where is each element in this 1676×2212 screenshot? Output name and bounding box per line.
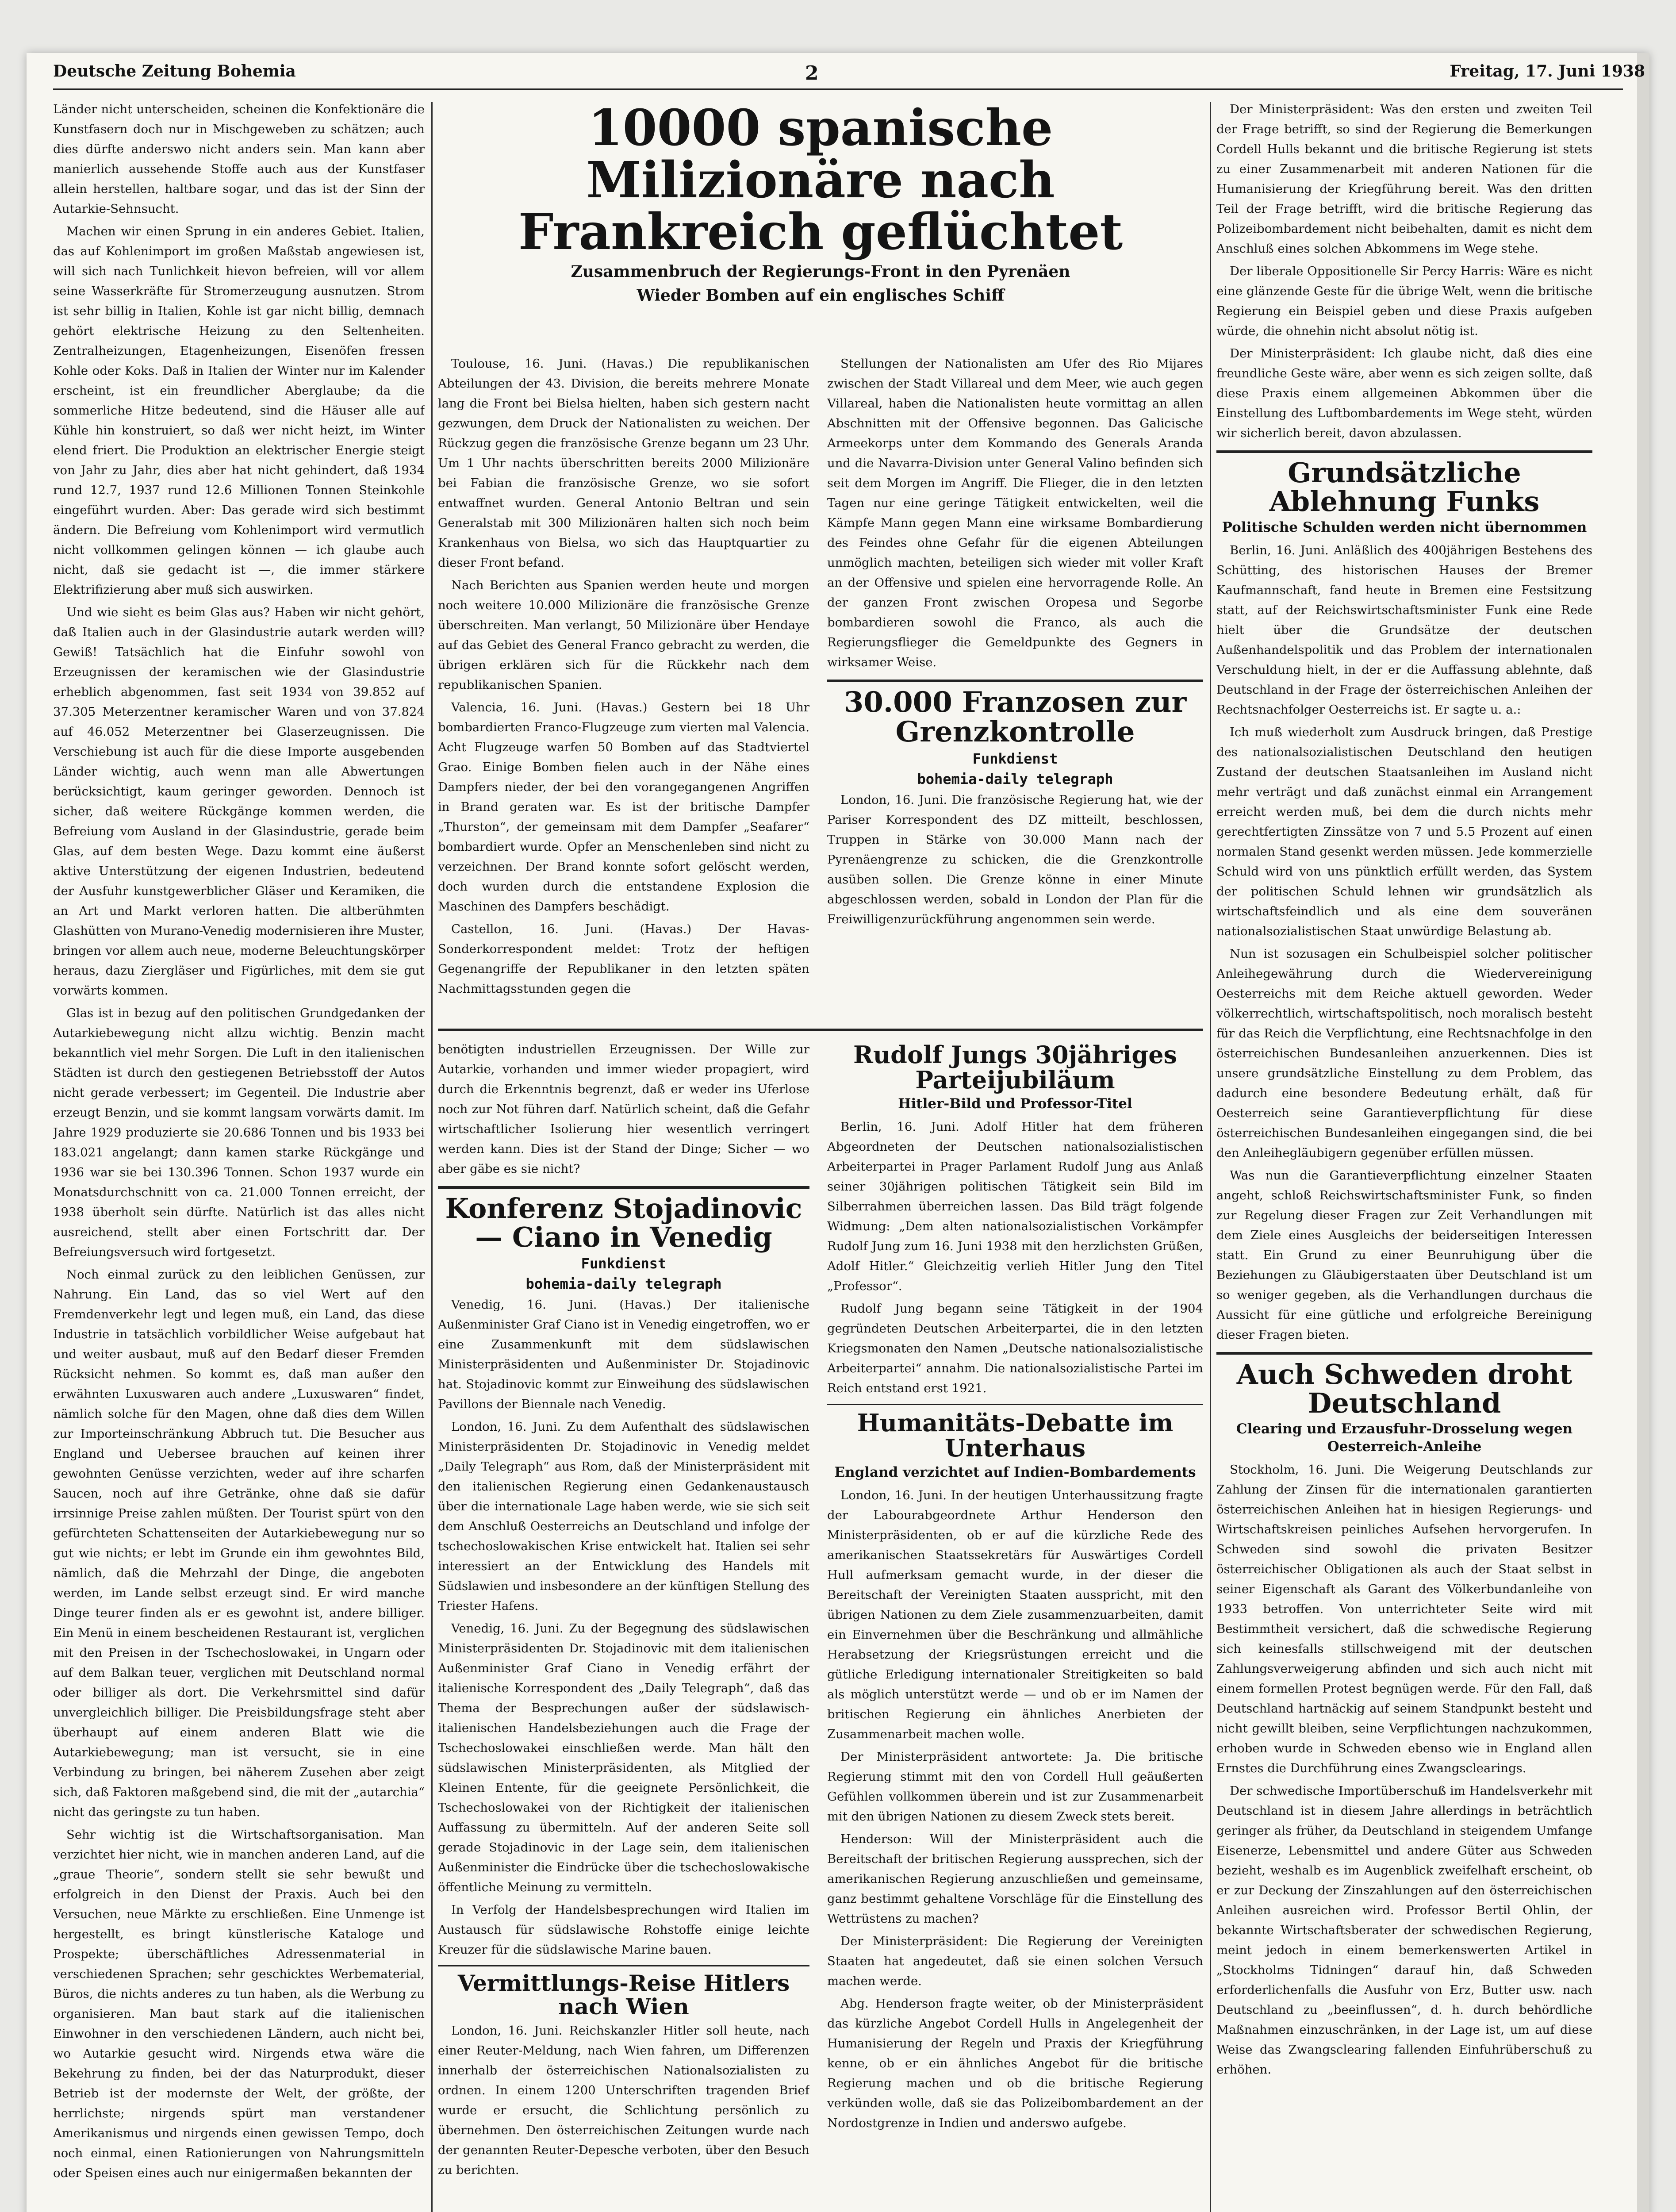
article-paragraph: Castellon, 16. Juni. (Havas.) Der Havas-Sonderkorrespondent meldet: Trotz der heftigen Gegenangriffe der Republikaner in den letzten späten Nachmittagsstunden gegen die — [438, 922, 809, 996]
article-paragraph: London, 16. Juni. Die französische Regierung hat, wie der Pariser Korrespondent des DZ mitteilt, beschlossen, Truppen in Stärke von 30.000 Mann nach der Pyrenäengrenze zu schicken, die die Grenzkontrolle ausüben sollen. Die Grenze könne in einer Minute abgeschlossen werden, sobald in London der Plan für die Freiwilligenzurückführung angenommen sein werde. — [827, 793, 1203, 927]
schweden-headline: Auch Schweden droht Deutschland — [1236, 1358, 1572, 1420]
column-divider — [431, 102, 433, 2212]
header-rule — [53, 88, 1623, 90]
article-paragraph: London, 16. Juni. Zu dem Aufenthalt des südslawischen Ministerpräsidenten Dr. Stojadinovic in Venedig meldet „Daily Telegraph“ aus Rom, daß der Ministerpräsident mit den italienischen Regierung einen Gedankenaustausch über die internationale Lage haben werde, wie sie sich seit dem Anschluß Oesterreichs an Deutschland und infolge der tschechoslowakischen Krise entwickelt hat. Italien sei sehr interessiert an der Entwicklung des Handels mit Südslawien und insbesondere an der künftigen Stellung des Triester Hafens. — [438, 1420, 809, 1613]
issue-date: Freitag, 17. Juni 1938 — [1450, 62, 1645, 81]
article-paragraph: Abg. Henderson fragte weiter, ob der Ministerpräsident das kürzliche Angebot Cordell Hulls in Angelegenheit der Humanisierung der Regeln und Praxis der Kriegführung kenne, ob er ein ähnliches Angebot für die britische Regierung machen und ob die britische Regierung verkünden wolle, daß sie das Polizeibombardement an der Nordostgrenze in Indien und anderswo aufgebe. — [827, 1996, 1203, 2130]
page-number: 2 — [805, 62, 819, 84]
article-paragraph: Der Ministerpräsident: Die Regierung der Vereinigten Staaten hat angedeutet, daß sie einen solchen Versuch machen werde. — [827, 1934, 1203, 1988]
article-paragraph: In Verfolg der Handelsbesprechungen wird Italien im Austausch für südslawische Rohstoffe einige leichte Kreuzer für die südslawische Marine bauen. — [438, 1903, 809, 1957]
article-paragraph: Stellungen der Nationalisten am Ufer des Rio Mijares zwischen der Stadt Villareal und dem Meer, wie auch gegen Villareal, haben die Nationalisten heute vormittag an allen Abschnitten mit der Offensive begonnen. Das Galicische Armeekorps unter dem Kommando des Generals Aranda und die Navarra-Division unter General Valino befinden sich seit dem Morgen im Angriff. Die Flieger, die in den letzten Tagen nur eine geringe Tätigkeit entwickelten, weil die Kämpfe Mann gegen Mann eine wirksame Bombardierung des Feindes ohne Gefahr für die eigenen Abteilungen unmöglich machten, beteiligen sich wieder mit voller Kraft an der Offensive und spielen eine hervorragende Rolle. An der ganzen Front zwischen Oropesa und Segorbe bombardieren sowohl die Franco, als auch die Regierungsflieger die Gemeldpunkte des Gegners in wirksamer Weise. — [827, 357, 1203, 669]
article-paragraph: Berlin, 16. Juni. Adolf Hitler hat dem früheren Abgeordneten der Deutschen nationalsozialistischen Arbeiterpartei in Prager Parlament Rudolf Jung aus Anlaß seiner 30jährigen politischen Tätigkeit sein Bild im Silberrahmen überreichen lassen. Das Bild trägt folgende Widmung: „Dem alten nationalsozialistischen Vorkämpfer Rudolf Jung zum 16. Juni 1938 mit den herzlichsten Grüßen, Adolf Hitler.“ Gleichzeitig verlieh Hitler Jung den Titel „Professor“. — [827, 1120, 1203, 1294]
jung-subheadline: Hitler-Bild und Professor-Titel — [898, 1096, 1132, 1112]
article-paragraph: Toulouse, 16. Juni. (Havas.) Die republikanischen Abteilungen der 43. Division, die bereits mehrere Monate lang die Front bei Bielsa hielten, haben sich gestern nacht gezwungen, dem Druck der Nationalisten zu weichen. Der Rückzug gegen die französische Grenze begann um 23 Uhr. Um 1 Uhr nachts überschritten bereits 2000 Milizionäre bei Fabian die französische Grenze, wo sie sofort entwaffnet wurden. General Antonio Beltran und sein Generalstab mit 300 Milizionären halten sich noch beim Krankenhaus von Bielsa, wo sich das Hauptquartier zu dieser Front befand. — [438, 357, 809, 570]
column-3 — [1216, 100, 1592, 2212]
article-paragraph: Glas ist in bezug auf den politischen Grundgedanken der Autarkiebewegung nicht allzu wichtig. Benzin macht bekanntlich viel mehr Sorgen. Die Luft in den italienischen Städten ist durch den gestiegenen Betriebsstoff der Autos nicht gerade verbessert; im Gegenteil. Die Industrie aber erzeugt Benzin, und sie kommt langsam vorwärts damit. Im Jahre 1929 produzierte sie 20.686 Tonnen und bis 1933 bei 183.021 angelangt; dann kamen starke Rückgänge und 1936 war sie bei 130.396 Tonnen. Schon 1937 wurde ein Monatsdurchschnitt von ca. 21.000 Tonnen erreicht, der 1938 überholt sein dürfte. Natürlich ist das alles nicht ausreichend, stellt aber einen Fortschritt dar. Der Befreiungsversuch wird fortgesetzt. — [53, 1006, 425, 1259]
funk-headline: Grundsätzliche Ablehnung Funks — [1269, 457, 1540, 518]
article-paragraph: Valencia, 16. Juni. (Havas.) Gestern bei 18 Uhr bombardierten Franco-Flugzeuge zum vierten mal Valencia. Acht Flugzeuge warfen 50 Bomben auf das Stadtviertel Grao. Einige Bomben fielen auch in der Nähe eines Dampfers nieder, der bei den vorangegangenen Angriffen in Brand geraten war. Es ist der britische Dampfer „Thurston“, der gemeinsam mit dem Dampfer „Seafarer“ bombardiert wurde. Opfer an Menschenleben sind nicht zu verzeichnen. Der Brand konnte sofort gelöscht werden, doch wurden durch die entstandene Explosion die Maschinen des Dampfers beschädigt. — [438, 700, 809, 914]
article-paragraph: Und wie sieht es beim Glas aus? Haben wir nicht gehört, daß Italien auch in der Glasindustrie autark werden will? Gewiß! Tatsächlich hat die Einfuhr sowohl von Erzeugnissen der keramischen wie der Glasindustrie erheblich abgenommen, fast seit 1934 von 39.852 auf 37.305 Meterzentner keramischer Waren und von 37.824 auf 46.052 Meterzentner bei Glaserzeugnissen. Die Verschiebung ist auch für die diese Importe ausgebenden Länder wichtig, auch wenn man alle Abwertungen berücksichtigt, kaum geringer geworden. Dennoch ist sicher, daß weitere Rückgänge kommen werden, die Befreiung vom Ausland in der Glasindustrie, gerade beim Glas, auf dem besten Wege. Dazu kommt eine äußerst aktive Unterstützung der eigenen Industrien, bedeutend der Ausfuhr kunstgewerblicher Gläser und Keramiken, die an Art und Markt verloren hatten. Die altberühmten Glashütten von Murano-Venedig modernisieren ihre Muster, bringen vor allem auch neue, moderne Beleuchtungskörper heraus, dazu Ziergläser und Figürliches, mit dem sie gut vorwärts kommen. — [53, 605, 425, 998]
article-paragraph: Machen wir einen Sprung in ein anderes Gebiet. Italien, das auf Kohlenimport im großen Maßstab angewiesen ist, will sich nach Tunlichkeit hievon befreien, will vor allem seine Wasserkräfte für Stromerzeugung ausnutzen. Strom ist sehr billig in Italien, Kohle ist gar nicht billig, demnach gehört elektrische Heizung zu den Seltenheiten. Zentralheizungen, Etagenheizungen, Eisenöfen fressen Kohle oder Koks. Daß in Italien der Winter nur im Kalender erscheint, ist ein freundlicher Aberglaube; da die sommerliche Hitze bedeutend, sind die Häuser alle auf Kühle hin konstruiert, so daß wer nicht heizt, im Winter elend friert. Die Produktion an elektrischer Energie steigt von Jahr zu Jahr, dies aber hat nicht gehindert, daß 1934 rund 12.7, 1937 rund 12.6 Millionen Tonnen Steinkohle eingeführt wurden. Aber: Das gerade wird sich bestimmt ändern. Die Befreiung vom Kohlenimport wird vermutlich nicht vollkommen gelingen können — ich glaube auch nicht, daß sie gedacht ist —, die immer stärkere Elektrifizierung aber muß sich auswirken. — [53, 224, 425, 597]
column-2-lower-left — [438, 1040, 809, 2212]
agency-line: Funkdienst — [581, 1255, 667, 1272]
article-paragraph: Henderson: Will der Ministerpräsident auch die Bereitschaft der britischen Regierung aussprechen, sich der amerikanischen Regierung anzuschließen und gemeinsame, ganz bestimmt gehaltene Vorschläge für die Einstellung des Wettrüstens zu machen? — [827, 1832, 1203, 1926]
article-paragraph: Stockholm, 16. Juni. Die Weigerung Deutschlands zur Zahlung der Zinsen für die internationalen garantierten österreichischen Anleihen hat in hiesigen Regierungs- und Wirtschaftskreisen peinliches Aufsehen hervorgerufen. In Schweden sind sowohl die privaten Besitzer österreichischer Obligationen als auch der Staat selbst in seiner Eigenschaft als Garant des Völkerbundanleihe von 1933 betroffen. Von unterrichteter Seite wird mit Bestimmtheit versichert, daß die schwedische Regierung sich keinesfalls stillschweigend mit der deutschen Zahlungsverweigerung abfinden und sich auch nicht mit einem formellen Protest begnügen werde. Für den Fall, daß Deutschland hartnäckig auf seinem Standpunkt besteht und nicht gewillt bleiben, seine Verpflichtungen nachzukommen, erhoben wurde in Schweden ebenso wie in England allen Ernstes die Durchführung eines Zwangsclearings. — [1216, 1463, 1592, 1776]
agency-line: bohemia-daily telegraph — [525, 1275, 722, 1293]
divider — [438, 1965, 809, 1966]
article-paragraph: Berlin, 16. Juni. Anläßlich des 400jährigen Bestehens des Schütting, des historischen Hauses der Bremer Kaufmannschaft, fand heute in Bremen eine Festsitzung statt, auf der Reichswirtschaftsminister Funk eine Rede hielt über die Grundsätze der deutschen Außenhandelspolitik und das Problem der internationalen Verschuldung hielt, in der er die Auffassung ablehnte, daß Deutschland in der Frage der österreichischen Anleihen der Rechtsnachfolger Oesterreichs ist. Er sagte u. a.: — [1216, 543, 1592, 717]
divider — [1216, 1352, 1592, 1355]
article-paragraph: Rudolf Jung begann seine Tätigkeit in der 1904 gegründeten Deutschen Arbeiterpartei, die in den letzten Kriegsmonaten den Namen „Deutsche nationalsozialistische Arbeiterpartei“ annahm. Die nationalsozialistische Partei im Reich entstand erst 1921. — [827, 1302, 1203, 1396]
main-subheadline: Zusammenbruch der Regierungs-Front in den Pyrenäen — [571, 262, 1070, 281]
main-subheadline-2: Wieder Bomben auf ein englisches Schiff — [637, 286, 1005, 305]
newspaper-title: Deutsche Zeitung Bohemia — [53, 62, 296, 81]
article-paragraph: Der schwedische Importüberschuß im Handelsverkehr mit Deutschland ist in diesem Jahre allerdings in beträchtlich geringer als früher, da Deutschland in steigendem Umfange Eisenerze, Lebensmittel und andere Güter aus Schweden bezieht, weshalb es im Augenblick zweifelhaft erscheint, ob er zur Deckung der Zinszahlungen auf den österreichischen Anleihen ausreichen wird. Professor Bertil Ohlin, der bekannte Wirtschaftsberater der schwedischen Regierung, meint jedoch in einem bemerkenswerten Artikel in „Stockholms Tidningen“ darauf hin, daß Schweden erforderlichenfalls die Ausfuhr von Erz, Butter usw. nach Deutschland zu „beeinflussen“, d. h. durch behördliche Maßnahmen einzuschränken, in der Lage ist, um auf diese Weise das Zwangsclearing fallenden Einfuhrüberschuß zu erhöhen. — [1216, 1784, 1592, 2077]
franzosen-headline: 30.000 Franzosen zur Grenzkontrolle — [844, 686, 1187, 749]
funk-subheadline: Politische Schulden werden nicht übernommen — [1222, 519, 1587, 536]
article-paragraph: benötigten industriellen Erzeugnissen. Der Wille zur Autarkie, vorhanden und immer wieder propagiert, wird durch die Erkenntnis begrenzt, daß er weder ins Uferlose noch zur Not führen darf. Natürlich scheint, daß die Gefahr wirtschaftlicher Isolierung hier wesentlich verringert werden kann. Dies ist der Stand der Dinge; Sicher — wo aber gäbe es sie nicht? — [438, 1042, 809, 1176]
main-article-left — [438, 354, 809, 1018]
article-paragraph: Ich muß wiederholt zum Ausdruck bringen, daß Prestige des nationalsozialistischen Deutschland den heutigen Zustand der deutschen Staatsanleihen im Ausland nicht mehr verträgt und daß zunächst einmal ein Arrangement erreicht werden muß, bei dem die durch nichts mehr gerechtfertigten Zinssätze von 7 und 5.5 Prozent auf einen normalen Stand gesenkt werden müssen. Jede kommerzielle Schuld wird von uns pünktlich erfüllt werden, das System der politischen Schuld lehnen wir grundsätzlich als wirtschaftsfeindlich und als eine dem souveränen nationalsozialistischen Staat unwürdige Belastung ab. — [1216, 725, 1592, 939]
divider — [827, 1404, 1203, 1405]
article-paragraph: Der Ministerpräsident: Was den ersten und zweiten Teil der Frage betrifft, so sind der Regierung die Bemerkungen Cordell Hulls bekannt und die britische Regierung ist stets zu einer Zusammenarbeit mit anderen Nationen für die Humanisierung der Kriegführung bereit. Was den dritten Teil der Frage betrifft, wird die britische Regierung das Polizeibombardement nicht beibehalten, damit es nicht dem Anschluß eines solchen Abkommens im Wege stehe. — [1216, 102, 1592, 256]
agency-line: Funkdienst — [972, 750, 1058, 768]
jung-headline: Rudolf Jungs 30jähriges Parteijubiläum — [853, 1041, 1177, 1094]
agency-line: bohemia-daily telegraph — [917, 771, 1113, 788]
article-paragraph: Venedig, 16. Juni. Zu der Begegnung des südslawischen Ministerpräsidenten Dr. Stojadinovic mit dem italienischen Außenminister Graf Ciano in Venedig erfährt der italienische Korrespondent des „Daily Telegraph“, daß das Thema der Besprechungen außer der südslawisch-italienischen Handelsbeziehungen auch die Frage der Tschechoslowakei einschließen werde. Man hält den südslawischen Ministerpräsidenten, als Mitglied der Kleinen Entente, für die geeignete Persönlichkeit, die Tschechoslowakei von der Richtigkeit der italienischen Auffassung zu übermitteln. Auf der anderen Seite soll gerade Stojadinovic in der Lage sein, dem italienischen Außenminister die Eindrücke über die tschechoslowakische öffentliche Meinung zu vermitteln. — [438, 1621, 809, 1895]
page-header — [18, 49, 1645, 84]
main-headline: 10000 spanische Milizionäre nach Frankreich geflüchtet — [518, 99, 1123, 261]
section-divider — [438, 1029, 1203, 1031]
article-paragraph: Länder nicht unterscheiden, scheinen die Konfektionäre die Kunstfasern doch nur in Mischgeweben zu schätzen; auch dies dürfte anderswo nicht anders sein. Man kann aber manierlich aussehende Stoffe auch aus der Kunstfaser allein herstellen, haltbare sogar, und das ist der Sinn der Autarkie-Sehnsucht. — [53, 102, 425, 216]
divider — [438, 1186, 809, 1189]
article-paragraph: Nach Berichten aus Spanien werden heute und morgen noch weitere 10.000 Milizionäre die französische Grenze überschreiten. Man verlangt, 50 Milizionäre über Hendaye auf das Gebiet des General Franco gebracht zu werden, die übrigen erklären sich für die Rückkehr nach dem republikanischen Spanien. — [438, 578, 809, 692]
column-divider — [1210, 102, 1211, 2212]
humanitaet-headline: Humanitäts-Debatte im Unterhaus — [857, 1409, 1174, 1463]
article-paragraph: Der liberale Oppositionelle Sir Percy Harris: Wäre es nicht eine glänzende Geste für die übrige Welt, wenn die britische Regierung ein Beispiel geben und diese Praxis aufgeben würde, die ohnehin nicht absolut nötig ist. — [1216, 264, 1592, 338]
humanitaet-subheadline: England verzichtet auf Indien-Bombardements — [834, 1464, 1196, 1480]
article-paragraph: Der Ministerpräsident: Ich glaube nicht, daß dies eine freundliche Geste wäre, aber wenn es sich zeigen sollte, daß diese Praxis einem allgemeinen Abkommen über die Einstellung des Luftbombardements im Wege steht, würden wir sicherlich bereit, davon abzulassen. — [1216, 346, 1592, 440]
article-paragraph: London, 16. Juni. Reichskanzler Hitler soll heute, nach einer Reuter-Meldung, nach Wien fahren, um Differenzen innerhalb der österreichischen Nationalsozialisten zu ordnen. In einem 1200 Unterschriften tragenden Brief wurde er ersucht, die Schlichtung persönlich zu übernehmen. Den österreichischen Zeitungen wurde nach der genannten Reuter-Depesche verboten, über den Besuch zu berichten. — [438, 2024, 809, 2177]
divider — [1216, 450, 1592, 453]
article-paragraph: Der Ministerpräsident antwortete: Ja. Die britische Regierung stimmt mit den von Cordell Hull geäußerten Gefühlen vollkommen überein und ist zur Zusammenarbeit mit den übrigen Nationen zu diesem Zweck stets bereit. — [827, 1749, 1203, 1824]
main-article — [438, 100, 1203, 309]
divider — [827, 680, 1203, 682]
article-paragraph: Nun ist sozusagen ein Schulbeispiel solcher politischer Anleihegewährung durch die Wiedervereinigung Oesterreichs mit dem Reiche aktuell geworden. Weder völkerrechtlich, wirtschaftspolitisch, noch moralisch besteht für das Reich die Verpflichtung, eine Rechtsnachfolge in den österreichischen Bundesanleihen anzuerkennen. Dies ist unsere grundsätzliche Einstellung zu dem Problem, das dadurch eine besondere Bedeutung erhält, daß für Oesterreich seine Garantieverpflichtung für diese österreichischen Bundesanleihen eingegangen sind, die bei den Anleihegläubigern gegenüber erfüllen müssen. — [1216, 947, 1592, 1160]
hitler-headline: Vermittlungs-Reise Hitlers nach Wien — [457, 1970, 790, 2020]
konferenz-headline: Konferenz Stojadinovic — Ciano in Venedig — [445, 1192, 802, 1254]
page-edge-shadow — [1637, 53, 1649, 2212]
main-article-right — [827, 354, 1203, 1018]
column-1 — [53, 100, 425, 2212]
article-paragraph: London, 16. Juni. In der heutigen Unterhaussitzung fragte der Labourabgeordnete Arthur Henderson den Ministerpräsidenten, ob er auf die kürzliche Rede des amerikanischen Staatssekretärs für Auswärtiges Cordell Hull aufmerksam gemacht wurde, in der dieser die Bereitschaft der Vereinigten Staaten ausspricht, mit den übrigen Nationen zu dem Ziele zusammenzuarbeiten, damit ein Einvernehmen über die Beschränkung und allmähliche Herabsetzung der Kriegsrüstungen erreicht und die gütliche Erledigung internationaler Streitigkeiten so bald als möglich unterstützt werde — und ob er im Namen der britischen Regierung ein ähnliches Anerbieten der Zusammenarbeit machen wolle. — [827, 1488, 1203, 1741]
column-2-lower-right — [827, 1040, 1203, 2212]
article-paragraph: Was nun die Garantieverpflichtung einzelner Staaten angeht, schloß Reichswirtschaftsminister Funk, so finden zur Regelung dieser Fragen zur Zeit Verhandlungen mit dem Ziele eines Ausgleichs der beiderseitigen Interessen statt. Ein Grund zu einer Beunruhigung über die Beziehungen zu Gläubigerstaaten über Deutschland ist um so weniger gegeben, als die Verhandlungen durchaus die Aussicht für eine gütliche und erfolgreiche Bereinigung dieser Fragen bieten. — [1216, 1168, 1592, 1342]
schweden-subheadline: Clearing und Erzausfuhr-Drosselung wegen Oesterreich-Anleihe — [1236, 1421, 1573, 1455]
article-paragraph: Venedig, 16. Juni. (Havas.) Der italienische Außenminister Graf Ciano ist in Venedig eingetroffen, wo er eine Zusammenkunft mit dem südslawischen Ministerpräsidenten und Außenminister Dr. Stojadinovic hat. Stojadinovic kommt zur Einweihung des südslawischen Pavillons der Biennale nach Venedig. — [438, 1298, 809, 1412]
article-paragraph: Noch einmal zurück zu den leiblichen Genüssen, zur Nahrung. Ein Land, das so viel Wert auf den Fremdenverkehr legt und legen muß, ein Land, das diese Industrie in tatsächlich vorbildlicher Weise aufgebaut hat und weiter ausbaut, muß auf den Bedarf dieser Fremden Rücksicht nehmen. So kommt es, daß man außer den erwähnten Luxuswaren auch andere „Luxuswaren“ findet, nämlich solche für den Magen, ohne daß dies dem Willen zur Importeinschränkung Abbruch tut. Die Besucher aus England und Uebersee brauchen auf keinen ihrer gewohnten Genüsse verzichten, weder auf ihre scharfen Saucen, noch auf ihre Getränke, ohne daß sie dafür irrsinnige Preise zahlen müßten. Der Tourist spürt von den gefürchteten Schattenseiten der Autarkiebewegung nur so gut wie nichts; er lebt im Grunde ein ihm gewohntes Bild, nämlich, daß die Mehrzahl der Dinge, die angeboten werden, im Lande selbst erzeugt sind. Er wird manche Dinge teurer finden als er es gewohnt ist, andere billiger. Ein Menü in einem bescheidenen Restaurant ist, verglichen mit den Preisen in der Tschechoslowakei, in Ungarn oder auf dem Balkan teuer, verglichen mit Deutschland normal oder billiger als dort. Die Verkehrsmittel sind dafür unvergleichlich billiger. Die Preisbildungsfrage steht aber überhaupt auf einem anderen Blatt wie die Autarkiebewegung; man ist versucht, sie in eine Verbindung zu bringen, bei näherem Zusehen aber zeigt sich, daß Faktoren maßgebend sind, die mit der „autarchia“ nicht das geringste zu tun haben. — [53, 1267, 425, 1819]
article-paragraph: Sehr wichtig ist die Wirtschaftsorganisation. Man verzichtet hier nicht, wie in manchen anderen Land, auf die „graue Theorie“, sondern stellt sie sehr bewußt und erfolgreich in den Dienst der Praxis. Auch bei den Versuchen, neue Märkte zu erschließen. Eine Unmenge ist hergestellt, es bringt künstlerische Kataloge und Prospekte; überschäftliches Adressenmaterial in verschiedenen Sprachen; sehr geschicktes Werbematerial, Büros, die nichts anderes zu tun haben, als die Werbung zu organisieren. Man baut stark auf die italienischen Einwohner in den verschiedenen Ländern, auch nicht bei, wo Autarkie gesucht wird. Nirgends etwa wäre die Bekehrung zu finden, bei der das Naturprodukt, dieser Betrieb ist der modernste der Welt, der größte, der herrlichste; nirgends spürt man verstandener Amerikanismus und nirgends einen gewissen Tempo, doch noch einmal, einen Rationierungen von Nahrungsmitteln oder Speisen eines auch nur einigermaßen bekannten der — [53, 1828, 425, 2180]
